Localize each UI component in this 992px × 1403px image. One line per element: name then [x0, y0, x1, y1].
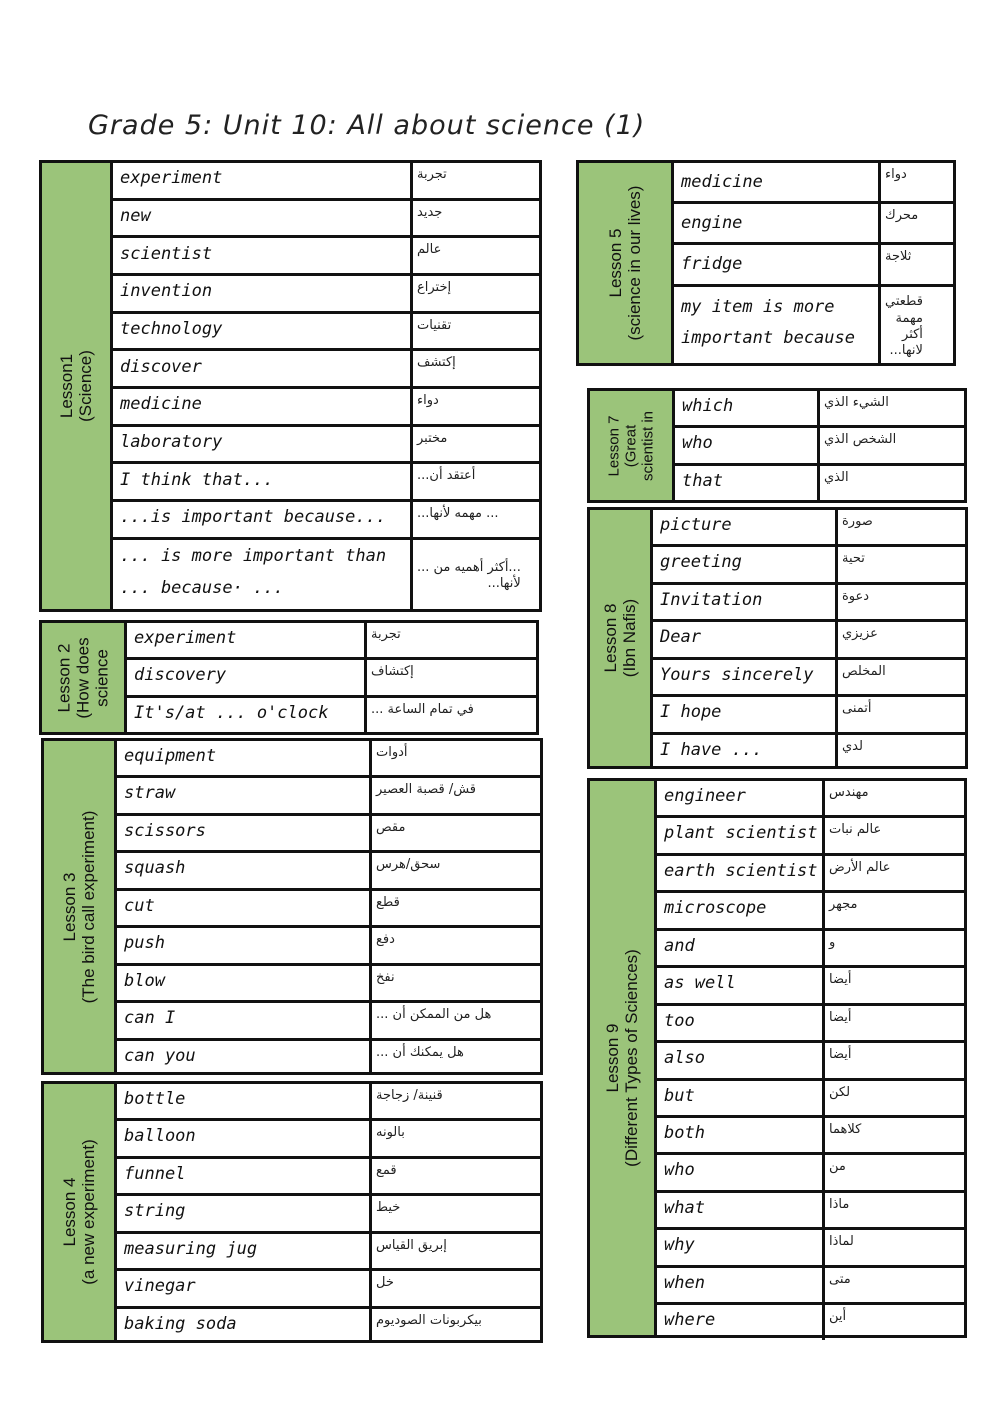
- lesson-title: Lesson1: [57, 353, 76, 419]
- lesson-title: Lesson 9: [603, 1023, 622, 1093]
- arabic-translation: قش/ قصبة العصير: [376, 782, 477, 798]
- arabic-translation: قطع: [376, 894, 400, 910]
- english-word: can you: [117, 1041, 372, 1075]
- vocab-row: [113, 314, 539, 352]
- vocab-row: [117, 1234, 540, 1271]
- vocab-rows: [113, 163, 539, 609]
- vocab-row: [657, 1043, 964, 1080]
- arabic-translation: ثلاجة: [885, 249, 912, 265]
- english-word: where: [657, 1305, 825, 1339]
- vocab-row: [113, 276, 539, 314]
- lesson-topic: (How does: [73, 636, 93, 719]
- english-word: technology: [113, 314, 413, 349]
- vocab-row: [653, 622, 965, 659]
- english-word: engine: [674, 204, 881, 242]
- english-word: can I: [117, 1003, 372, 1037]
- english-word: bottle: [117, 1084, 372, 1118]
- vocab-row: [113, 163, 539, 201]
- lesson-label: [42, 623, 127, 732]
- english-word: Dear: [653, 622, 838, 656]
- vocab-row: [674, 287, 953, 363]
- lesson-topic: (Great: [622, 424, 640, 467]
- vocab-row: [653, 585, 965, 622]
- english-word: laboratory: [113, 427, 413, 462]
- vocab-row: [113, 464, 539, 502]
- english-word: fridge: [674, 245, 881, 283]
- arabic-translation: في تمام الساعة ...: [371, 701, 474, 717]
- arabic-translation: عالم نبات: [829, 822, 882, 838]
- lesson-title: Lesson 8: [601, 603, 620, 673]
- arabic-translation: قمع: [376, 1162, 397, 1178]
- vocab-row: [657, 1193, 964, 1230]
- english-word: too: [657, 1006, 825, 1040]
- lesson-topic: (science in our lives): [625, 185, 644, 341]
- arabic-translation: أعتقد أن...: [417, 468, 476, 484]
- arabic-translation: الشخص الذي: [824, 432, 897, 448]
- english-word: microscope: [657, 893, 825, 927]
- page-title: Grade 5: Unit 10: All about science (1): [88, 110, 646, 141]
- lesson-label: [579, 163, 674, 363]
- arabic-translation: إكتشاف: [371, 664, 414, 680]
- vocab-row: [657, 1230, 964, 1267]
- english-word: cut: [117, 891, 372, 925]
- arabic-translation: لدي: [842, 738, 863, 754]
- arabic-translation: المخلص: [842, 663, 886, 679]
- arabic-translation: قطعتي مهمة أكثر لانها...: [885, 294, 923, 359]
- arabic-translation: إختراع: [417, 280, 452, 296]
- english-word: string: [117, 1196, 372, 1230]
- arabic-translation: أتمنى: [842, 701, 872, 717]
- vocab-row: [127, 660, 536, 697]
- english-word: push: [117, 928, 372, 962]
- vocab-row: [117, 1121, 540, 1158]
- english-word: experiment: [113, 163, 413, 198]
- arabic-translation: إكتشف: [417, 355, 456, 371]
- english-word: It's/at ... o'clock: [127, 698, 367, 732]
- english-word: greeting: [653, 547, 838, 581]
- vocab-row: [674, 163, 953, 204]
- vocab-row: [117, 778, 540, 815]
- english-word: straw: [117, 778, 372, 812]
- lesson-label: [590, 391, 675, 500]
- english-word: scissors: [117, 816, 372, 850]
- vocab-row: [117, 891, 540, 928]
- vocab-rows: [657, 781, 964, 1335]
- english-word: both: [657, 1118, 825, 1152]
- vocab-row: [117, 928, 540, 965]
- arabic-translation: دواء: [885, 167, 907, 182]
- english-word: ...is important because...: [113, 502, 413, 537]
- arabic-translation: سحق/هرس: [376, 857, 441, 873]
- vocab-row: [117, 741, 540, 778]
- english-word: blow: [117, 966, 372, 1000]
- lesson-topic: (a new experiment): [79, 1139, 98, 1285]
- arabic-translation: محرك: [885, 208, 919, 224]
- lesson-3-table: [41, 738, 543, 1075]
- vocab-rows: [675, 391, 964, 500]
- vocab-row: [657, 818, 964, 855]
- vocab-row: [127, 623, 536, 660]
- vocab-row: [674, 204, 953, 245]
- vocab-row: [653, 547, 965, 584]
- arabic-translation: مختبر: [417, 430, 448, 446]
- vocab-row: [117, 1041, 540, 1075]
- english-word: measuring jug: [117, 1234, 372, 1268]
- vocab-row: [653, 735, 965, 769]
- arabic-translation: خل: [376, 1275, 394, 1291]
- arabic-translation: كلاهما: [829, 1121, 862, 1137]
- english-word: squash: [117, 853, 372, 887]
- vocab-rows: [117, 1084, 540, 1340]
- vocab-row: [657, 781, 964, 818]
- vocab-row: [657, 931, 964, 968]
- english-word: I think that...: [113, 464, 413, 499]
- english-word: Yours sincerely: [653, 660, 838, 694]
- english-word: engineer: [657, 781, 825, 815]
- lesson-5-table: [576, 160, 956, 366]
- lesson-4-table: [41, 1081, 543, 1343]
- lesson-title: Lesson 3: [60, 872, 79, 941]
- english-word: who: [675, 428, 820, 462]
- lesson-title: Lesson 5: [606, 228, 625, 298]
- english-word: also: [657, 1043, 825, 1077]
- english-word: equipment: [117, 741, 372, 775]
- arabic-translation: نفخ: [376, 969, 395, 985]
- lesson-label: [44, 1084, 117, 1340]
- english-word: new: [113, 201, 413, 236]
- lesson-title: Lesson 7: [605, 415, 623, 476]
- vocab-row: [113, 502, 539, 540]
- lesson-topic: (Science): [76, 350, 95, 422]
- arabic-translation: ماذا: [829, 1196, 850, 1212]
- arabic-translation: مجهر: [829, 897, 858, 913]
- vocab-row: [657, 1305, 964, 1339]
- english-word: when: [657, 1268, 825, 1302]
- english-word: baking soda: [117, 1309, 372, 1343]
- lesson-label: [590, 781, 657, 1335]
- arabic-translation: هل من الممكن أن ...: [376, 1007, 492, 1023]
- english-word: my item is more important because: [674, 287, 881, 363]
- english-word: discovery: [127, 660, 367, 694]
- vocab-row: [653, 510, 965, 547]
- arabic-translation: مهندس: [829, 785, 869, 800]
- vocab-row: [657, 1118, 964, 1155]
- vocab-row: [657, 1268, 964, 1305]
- english-word: picture: [653, 510, 838, 544]
- lesson-topic: (Ibn Nafis): [620, 598, 639, 678]
- vocab-row: [127, 698, 536, 732]
- arabic-translation: دواء: [417, 393, 439, 409]
- english-word: why: [657, 1230, 825, 1264]
- arabic-translation: دفع: [376, 932, 395, 948]
- lesson-topic-cont: scientist in: [639, 410, 657, 481]
- english-word: as well: [657, 968, 825, 1002]
- arabic-translation: تجربة: [417, 167, 447, 182]
- arabic-translation: صورة: [842, 514, 873, 529]
- english-word: invention: [113, 276, 413, 311]
- vocab-row: [657, 856, 964, 893]
- arabic-translation: أيضا: [829, 1047, 852, 1063]
- vocab-row: [117, 966, 540, 1003]
- vocab-row: [113, 389, 539, 427]
- vocab-row: [117, 1003, 540, 1040]
- english-word: earth scientist: [657, 856, 825, 890]
- arabic-translation: خيط: [376, 1200, 401, 1216]
- lesson-2-table: [39, 620, 539, 735]
- vocab-rows: [674, 163, 953, 363]
- english-word: that: [675, 466, 820, 500]
- english-word: and: [657, 931, 825, 965]
- english-word: plant scientist: [657, 818, 825, 852]
- arabic-translation: و: [829, 934, 836, 950]
- lesson-label: [590, 510, 653, 766]
- english-word: what: [657, 1193, 825, 1227]
- arabic-translation: ...أكثر أهميه من ... لأنها...: [417, 560, 521, 592]
- arabic-translation: تقنيات: [417, 317, 452, 333]
- arabic-translation: الشيء الذي: [824, 395, 889, 410]
- vocab-row: [653, 660, 965, 697]
- lesson-9-table: [587, 778, 967, 1338]
- vocab-row: [657, 893, 964, 930]
- english-word: scientist: [113, 238, 413, 273]
- english-word: experiment: [127, 623, 367, 657]
- arabic-translation: قنينة/ زجاجة: [376, 1088, 443, 1103]
- vocab-row: [675, 466, 964, 500]
- vocab-row: [113, 238, 539, 276]
- arabic-translation: جديد: [417, 204, 443, 220]
- arabic-translation: مقص: [376, 819, 406, 835]
- arabic-translation: تحية: [842, 551, 865, 567]
- arabic-translation: لكن: [829, 1084, 851, 1100]
- lesson-label: [44, 741, 117, 1072]
- arabic-translation: تجربة: [371, 627, 401, 642]
- vocab-rows: [127, 623, 536, 732]
- vocab-row: [113, 351, 539, 389]
- vocab-row: [653, 697, 965, 734]
- lesson-title: Lesson 2: [54, 643, 74, 713]
- english-word: I have ...: [653, 735, 838, 769]
- vocab-row: [657, 1081, 964, 1118]
- vocab-row: [117, 853, 540, 890]
- arabic-translation: هل يمكنك أن ...: [376, 1044, 464, 1060]
- arabic-translation: متى: [829, 1271, 851, 1287]
- arabic-translation: أيضا: [829, 1009, 852, 1025]
- lesson-topic: (The bird call experiment): [79, 810, 98, 1003]
- vocab-row: [657, 1006, 964, 1043]
- vocab-row: [113, 540, 539, 609]
- arabic-translation: أيضا: [829, 972, 852, 988]
- english-word: medicine: [113, 389, 413, 424]
- arabic-translation: بالونه: [376, 1125, 405, 1141]
- arabic-translation: بيكربونات الصوديوم: [376, 1312, 482, 1328]
- lesson-label: [42, 163, 113, 609]
- arabic-translation: عزيزي: [842, 626, 878, 642]
- vocab-row: [117, 1159, 540, 1196]
- lesson-1-table: [39, 160, 542, 612]
- lesson-7-table: [587, 388, 967, 503]
- vocab-row: [117, 1084, 540, 1121]
- english-word: I hope: [653, 697, 838, 731]
- english-word: ... is more important than ... because· ...: [113, 540, 413, 609]
- lesson-topic: (Different Types of Sciences): [622, 949, 641, 1167]
- vocab-row: [674, 245, 953, 286]
- arabic-translation: عالم: [417, 242, 442, 258]
- arabic-translation: إبريق القياس: [376, 1237, 447, 1253]
- english-word: Invitation: [653, 585, 838, 619]
- vocab-row: [117, 1309, 540, 1343]
- arabic-translation: الذي: [824, 469, 849, 485]
- english-word: funnel: [117, 1159, 372, 1193]
- vocab-row: [117, 1196, 540, 1233]
- english-word: which: [675, 391, 820, 425]
- english-word: but: [657, 1081, 825, 1115]
- lesson-topic-cont: science: [92, 648, 112, 707]
- vocab-rows: [117, 741, 540, 1072]
- arabic-translation: عالم الأرض: [829, 859, 891, 875]
- vocab-row: [113, 427, 539, 465]
- arabic-translation: أين: [829, 1309, 847, 1325]
- vocab-row: [657, 1155, 964, 1192]
- english-word: who: [657, 1155, 825, 1189]
- lesson-8-table: [587, 507, 968, 769]
- lesson-title: Lesson 4: [60, 1177, 79, 1247]
- english-word: medicine: [674, 163, 881, 201]
- vocab-row: [657, 968, 964, 1005]
- arabic-translation: من: [829, 1159, 846, 1175]
- vocab-row: [117, 1271, 540, 1308]
- vocab-row: [675, 391, 964, 428]
- arabic-translation: دعوة: [842, 588, 870, 604]
- vocab-row: [117, 816, 540, 853]
- english-word: discover: [113, 351, 413, 386]
- arabic-translation: أدوات: [376, 745, 408, 760]
- arabic-translation: لماذا: [829, 1234, 854, 1250]
- arabic-translation: ... مهمه لأنها...: [417, 506, 499, 522]
- vocab-rows: [653, 510, 965, 766]
- vocab-row: [675, 428, 964, 465]
- english-word: vinegar: [117, 1271, 372, 1305]
- english-word: balloon: [117, 1121, 372, 1155]
- vocab-row: [113, 201, 539, 239]
